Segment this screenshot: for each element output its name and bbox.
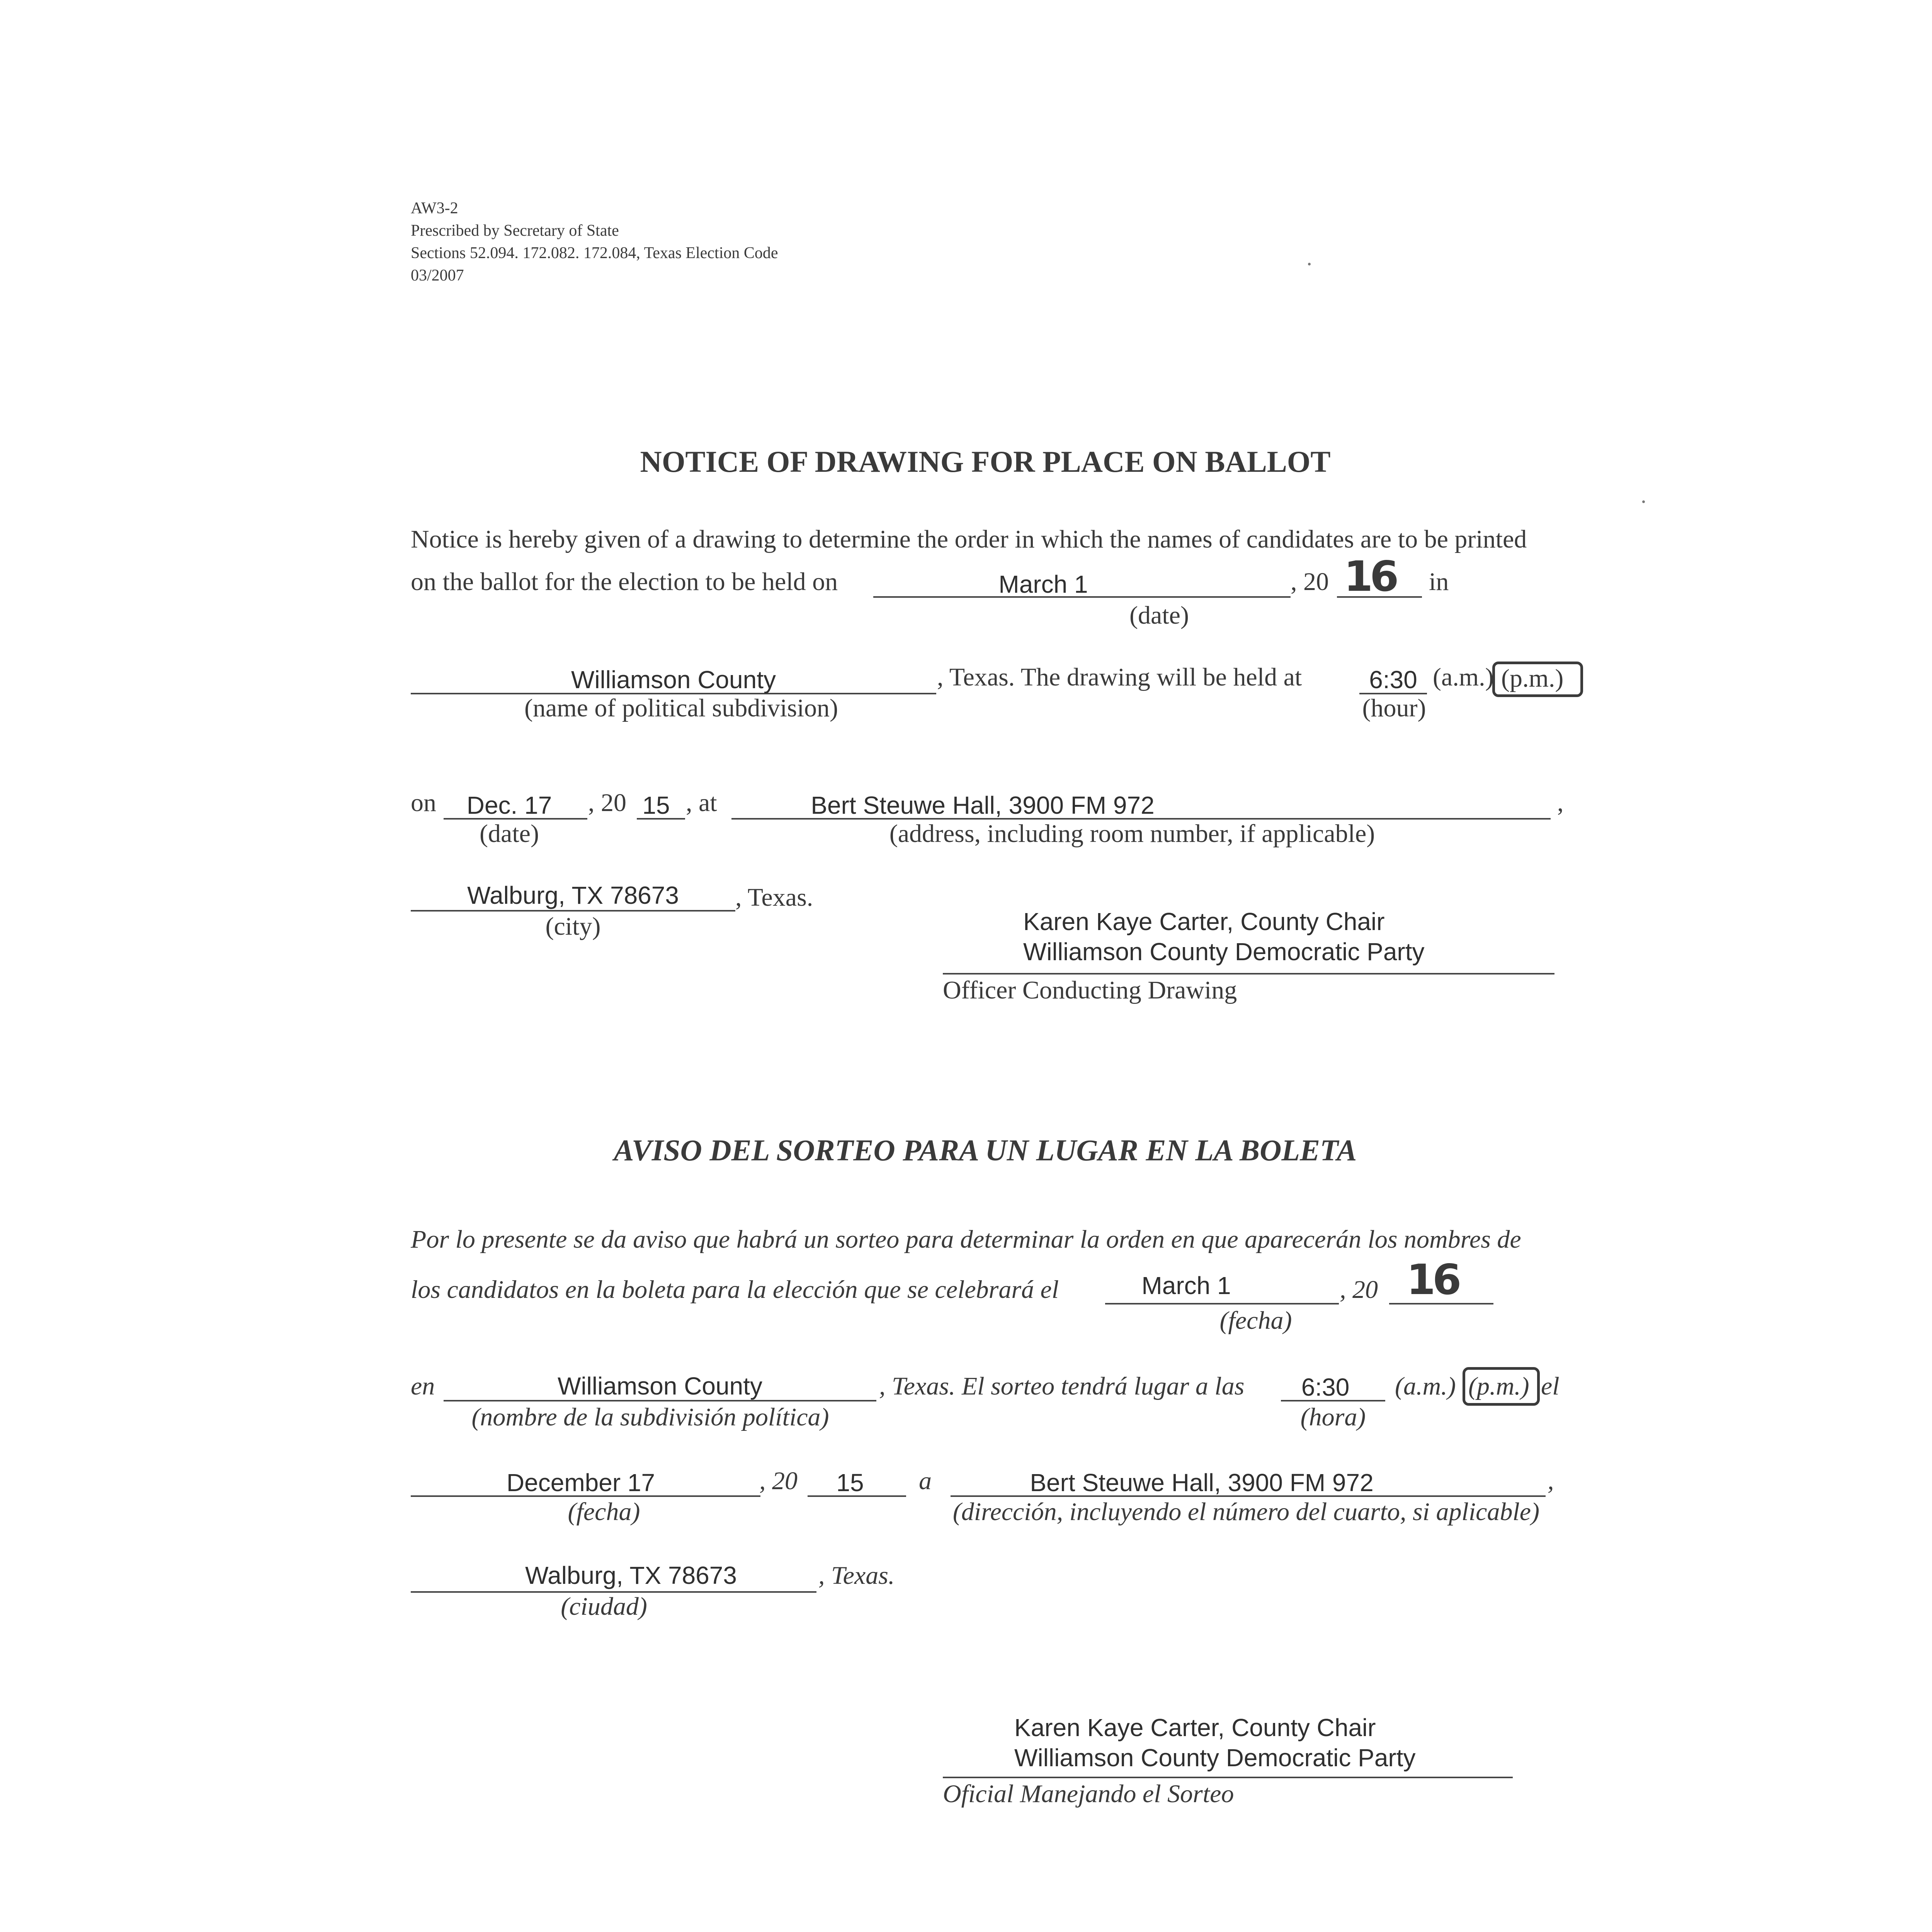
spanish-drawing-date-caption: (fecha) — [568, 1498, 640, 1526]
spanish-officer-name: Karen Kaye Carter, County Chair — [1014, 1714, 1376, 1742]
fecha-line — [1105, 1303, 1339, 1304]
prescribed-by: Prescribed by Secretary of State — [411, 222, 619, 240]
spanish-year-prefix: , 20 — [1340, 1276, 1378, 1304]
spanish-drawing-year-value: 15 — [836, 1469, 864, 1497]
ciudad-caption: (ciudad) — [561, 1592, 647, 1621]
spanish-paragraph-line1: Por lo presente se da aviso que habrá un sorteo para determinar la orden en que aparecerán los nombres de — [411, 1225, 1521, 1253]
officer-signature-line — [943, 973, 1554, 975]
address-value: Bert Steuwe Hall, 3900 FM 972 — [811, 791, 1155, 819]
city-line — [411, 910, 735, 912]
form-number: AW3-2 — [411, 199, 458, 217]
english-title: NOTICE OF DRAWING FOR PLACE ON BALLOT — [640, 445, 1331, 478]
spanish-a-word: a — [919, 1467, 932, 1495]
subdivision-value: Williamson County — [571, 666, 776, 694]
subdivision-caption: (name of political subdivision) — [524, 694, 838, 722]
spanish-paragraph-line2: los candidatos en la boleta para la elección que se celebrará el — [411, 1276, 1059, 1304]
spanish-address-caption: (dirección, incluyendo el número del cuarto, si aplicable) — [952, 1498, 1540, 1526]
spanish-drawing-date-value: December 17 — [506, 1469, 655, 1497]
fecha-caption: (fecha) — [1219, 1306, 1292, 1335]
spanish-drawing-year-prefix: , 20 — [759, 1467, 798, 1495]
hour-caption: (hour) — [1362, 694, 1426, 722]
spanish-subdivision-value: Williamson County — [558, 1372, 762, 1400]
officer-name: Karen Kaye Carter, County Chair — [1023, 908, 1385, 935]
code-sections: Sections 52.094. 172.082. 172.084, Texas Election Code — [411, 244, 778, 262]
english-texas-text: , Texas. The drawing will be held at — [937, 663, 1302, 691]
fecha-value: March 1 — [1141, 1272, 1231, 1299]
spanish-am-option: (a.m.) — [1395, 1372, 1456, 1400]
city-texas-suffix: , Texas. — [735, 883, 813, 912]
english-in-word: in — [1429, 568, 1449, 596]
english-at-text: , at — [686, 789, 717, 817]
spanish-officer-signature-line — [943, 1777, 1513, 1778]
drawing-year-prefix: , 20 — [588, 789, 626, 817]
spanish-year-handwritten: 16 — [1406, 1256, 1459, 1304]
spanish-address-comma: , — [1548, 1467, 1554, 1495]
spanish-pm-option-selected: (p.m.) — [1468, 1372, 1529, 1400]
form-revision-date: 03/2007 — [411, 267, 464, 284]
election-year-handwritten: 16 — [1344, 553, 1396, 601]
officer-caption: Officer Conducting Drawing — [943, 976, 1237, 1004]
spanish-subdivision-caption: (nombre de la subdivisión política) — [471, 1403, 829, 1431]
officer-party: Williamson County Democratic Party — [1023, 938, 1425, 966]
hour-value: 6:30 — [1369, 666, 1417, 694]
election-date-value: March 1 — [998, 570, 1088, 598]
hora-caption: (hora) — [1300, 1403, 1366, 1431]
address-caption: (address, including room number, if applicable) — [889, 820, 1375, 848]
drawing-year-value: 15 — [642, 791, 670, 819]
ciudad-value: Walburg, TX 78673 — [525, 1561, 737, 1589]
hora-value: 6:30 — [1301, 1373, 1350, 1401]
scan-speck — [1642, 500, 1645, 503]
spanish-officer-caption: Oficial Manejando el Sorteo — [943, 1780, 1234, 1808]
election-date-caption: (date) — [1129, 601, 1189, 629]
city-caption: (city) — [545, 912, 601, 940]
english-paragraph-line1: Notice is hereby given of a drawing to determine the order in which the names of candidates are to be printed — [411, 525, 1527, 553]
pm-option-selected: (p.m.) — [1501, 664, 1564, 692]
drawing-date-value: Dec. 17 — [466, 791, 552, 819]
spanish-officer-party: Williamson County Democratic Party — [1014, 1744, 1416, 1772]
address-trailing-comma: , — [1557, 789, 1564, 817]
spanish-title: AVISO DEL SORTEO PARA UN LUGAR EN LA BOLETA — [614, 1133, 1357, 1167]
spanish-texas-text: , Texas. El sorteo tendrá lugar a las — [879, 1372, 1245, 1400]
am-option: (a.m.) — [1433, 663, 1494, 691]
spanish-address-value: Bert Steuwe Hall, 3900 FM 972 — [1030, 1469, 1374, 1497]
english-paragraph-line2: on the ballot for the election to be held on — [411, 568, 838, 596]
drawing-date-caption: (date) — [480, 820, 539, 848]
spanish-en-word: en — [411, 1372, 435, 1400]
election-year-prefix: , 20 — [1291, 568, 1329, 596]
spanish-el-word: el — [1541, 1372, 1560, 1400]
ciudad-texas-suffix: , Texas. — [818, 1561, 895, 1590]
scan-speck — [1308, 263, 1311, 265]
english-on-word: on — [411, 789, 436, 817]
city-value: Walburg, TX 78673 — [467, 881, 679, 909]
